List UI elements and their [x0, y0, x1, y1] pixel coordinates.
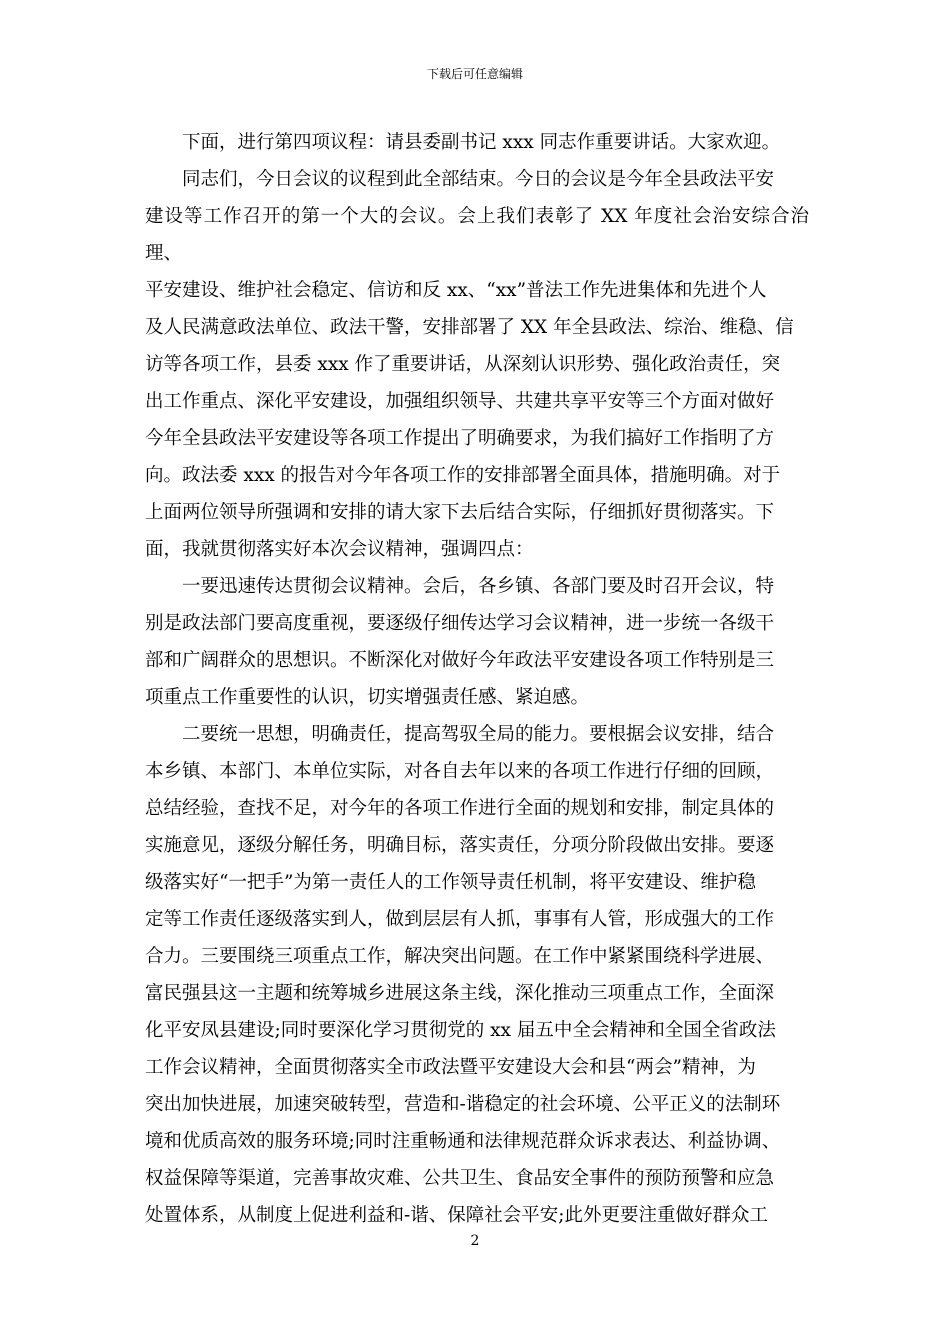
paragraph-point-two: 二要统一思想，明确责任，提高驾驭全局的能力。要根据会议安排，结合 本乡镇、本部门、本单位实际，对各自去年以来的各项工作进行仔细的回顾， 总结经验，查找不足，对今年的各项工作进行全面的规划和安排，制定具体的 实施意见，逐级分解任务，明确目标，落实责任，分项分阶段做出安排。要逐 级落实好“一把手”为第一责任人的工作领导责任机制，将平安建设、维护稳 定等工作责任逐级落实到人，做到层层有人抓，事事有人管，形成强大的工作 合力。三要围绕三项重点工作，解决突出问题。在工作中紧紧围绕科学进展、 富民强县这一主题和统筹城乡进展这条主线，深化推动三项重点工作，全面深 化平安凤县建设;同时要深化学习贯彻党的 xx 届五中全会精神和全国全省政法 工作会议精神，全面贯彻落实全市政法暨平安建设大会和县“两会”精神，为 突出加快进展，加速突破转型，营造和-谐稳定的社会环境、公平正义的法制环 境和优质高效的服务环境;同时注重畅通和法律规范群众诉求表达、利益协调、 权益保障等渠道，完善事故灾难、公共卫生、食品安全事件的预防预警和应急 处置体系，从制度上促进利益和-谐、保障社会平安;此外更要注重做好群众工 — [145, 724, 781, 1226]
page-number: 2 — [470, 1233, 480, 1249]
paragraph-point-one: 一要迅速传达贯彻会议精神。会后，各乡镇、各部门要及时召开会议，特 别是政法部门要高度重视，要逐级仔细传达学习会议精神，进一步统一各级干 部和广阔群众的思想识。不断深化对做好今年政法平安建设各项工作特别是三 项重点工作重要性的认识，切实增强责任感、紧迫感。 — [145, 576, 775, 708]
paragraph-agenda: 下面，进行第四项议程：请县委副书记 xxx 同志作重要讲话。大家欢迎。 — [182, 132, 781, 153]
document-body — [145, 124, 809, 1234]
page-header: 下载后可任意编辑 — [426, 67, 523, 81]
paragraph-summary: 同志们，今日会议的议程到此全部结束。今日的会议是今年全县政法平安 建设等工作召开的第一个大的会议。会上我们表彰了 XX 年度社会治安综合治理、 平安建设、维护社会稳定、信访和反 xx、“xx”普法工作先进集体和先进个人 及人民满意政法单位、政法干警，安排部署了 XX 年全县政法、综治、维稳、信 访等各项工作，县委 xxx 作了重要讲话，从深刻认识形势、强化政治责任，突 出工作重点、深化平安建设，加强组织领导、共建共享平安等三个方面对做好 今年全县政法平安建设等各项工作提出了明确要求，为我们搞好工作指明了方 向。政法委 xxx 的报告对今年各项工作的安排部署全面具体，措施明确。对于 上面两位领导所强调和安排的请大家下去后结合实际，仔细抓好贯彻落实。下 面，我就贯彻落实好本次会议精神，强调四点： — [145, 169, 809, 560]
